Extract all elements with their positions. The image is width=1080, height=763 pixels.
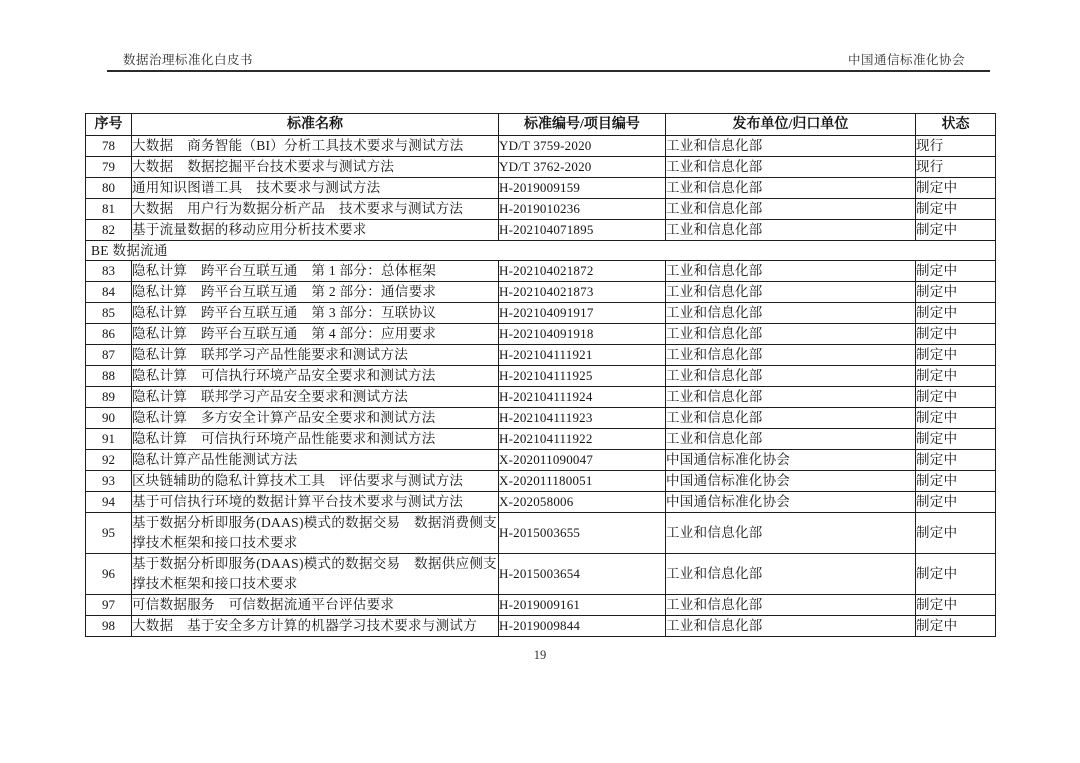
cell-serial-number: 97: [86, 595, 132, 616]
table-row: [86, 450, 996, 471]
cell-standard-code: H-202104071895: [499, 220, 666, 241]
cell-status: 制定中: [916, 429, 996, 450]
cell-serial-number: 86: [86, 324, 132, 345]
cell-standard-code: H-202104021873: [499, 282, 666, 303]
column-header-name: 标准名称: [132, 114, 499, 136]
table-row: [86, 595, 996, 616]
cell-status: 制定中: [916, 261, 996, 282]
table-row: [86, 366, 996, 387]
table-row: [86, 471, 996, 492]
cell-standard-code: H-2019009844: [499, 616, 666, 637]
table-row: [86, 199, 996, 220]
table-row: [86, 324, 996, 345]
cell-standard-name: 大数据 商务智能（BI）分析工具技术要求与测试方法: [132, 136, 499, 157]
cell-status: 制定中: [916, 199, 996, 220]
cell-standard-name: 隐私计算 跨平台互联互通 第 4 部分：应用要求: [132, 324, 499, 345]
standards-table: [85, 113, 996, 637]
cell-status: 制定中: [916, 282, 996, 303]
cell-issuing-org: 工业和信息化部: [666, 345, 916, 366]
table-row: [86, 616, 996, 637]
table-section-row: [86, 241, 996, 261]
table-row: [86, 303, 996, 324]
cell-standard-code: X-202011090047: [499, 450, 666, 471]
standards-table-container: [85, 113, 995, 637]
cell-standard-code: H-202104111924: [499, 387, 666, 408]
cell-status: 制定中: [916, 450, 996, 471]
column-header-status: 状态: [916, 114, 996, 136]
cell-standard-code: H-2019010236: [499, 199, 666, 220]
cell-status: 制定中: [916, 554, 996, 595]
header-right-title: 中国通信标准化协会: [847, 53, 965, 67]
cell-issuing-org: 工业和信息化部: [666, 429, 916, 450]
cell-issuing-org: 工业和信息化部: [666, 616, 916, 637]
cell-standard-name: 隐私计算 联邦学习产品安全要求和测试方法: [132, 387, 499, 408]
cell-issuing-org: 工业和信息化部: [666, 554, 916, 595]
cell-status: 制定中: [916, 366, 996, 387]
cell-issuing-org: 中国通信标准化协会: [666, 450, 916, 471]
cell-issuing-org: 工业和信息化部: [666, 178, 916, 199]
table-row: [86, 429, 996, 450]
cell-status: 制定中: [916, 303, 996, 324]
cell-issuing-org: 中国通信标准化协会: [666, 492, 916, 513]
cell-status: 制定中: [916, 345, 996, 366]
cell-serial-number: 94: [86, 492, 132, 513]
cell-issuing-org: 中国通信标准化协会: [666, 471, 916, 492]
section-label: BE 数据流通: [86, 241, 996, 261]
cell-serial-number: 96: [86, 554, 132, 595]
table-body: [86, 136, 996, 637]
cell-serial-number: 80: [86, 178, 132, 199]
table-row: [86, 513, 996, 554]
cell-standard-code: H-202104091918: [499, 324, 666, 345]
cell-status: 制定中: [916, 595, 996, 616]
cell-status: 制定中: [916, 220, 996, 241]
table-row: [86, 157, 996, 178]
cell-standard-name: 区块链辅助的隐私计算技术工具 评估要求与测试方法: [132, 471, 499, 492]
cell-serial-number: 84: [86, 282, 132, 303]
cell-serial-number: 93: [86, 471, 132, 492]
cell-standard-name: 隐私计算 跨平台互联互通 第 2 部分：通信要求: [132, 282, 499, 303]
table-row: [86, 261, 996, 282]
cell-status: 现行: [916, 157, 996, 178]
table-header-row: [86, 114, 996, 136]
column-header-code: 标准编号/项目编号: [499, 114, 666, 136]
cell-issuing-org: 工业和信息化部: [666, 387, 916, 408]
cell-issuing-org: 工业和信息化部: [666, 282, 916, 303]
cell-standard-code: H-202104111922: [499, 429, 666, 450]
page-number: 19: [533, 648, 547, 662]
table-row: [86, 220, 996, 241]
cell-standard-name: 大数据 用户行为数据分析产品 技术要求与测试方法: [132, 199, 499, 220]
cell-issuing-org: 工业和信息化部: [666, 261, 916, 282]
cell-standard-code: H-2015003655: [499, 513, 666, 554]
cell-status: 制定中: [916, 492, 996, 513]
cell-standard-name: 隐私计算 跨平台互联互通 第 1 部分：总体框架: [132, 261, 499, 282]
cell-standard-name: 基于可信执行环境的数据计算平台技术要求与测试方法: [132, 492, 499, 513]
cell-serial-number: 79: [86, 157, 132, 178]
table-row: [86, 554, 996, 595]
running-header: [123, 50, 965, 68]
column-header-no: 序号: [86, 114, 132, 136]
cell-standard-name: 大数据 数据挖掘平台技术要求与测试方法: [132, 157, 499, 178]
cell-serial-number: 89: [86, 387, 132, 408]
cell-standard-name: 隐私计算 可信执行环境产品性能要求和测试方法: [132, 429, 499, 450]
cell-standard-code: H-2015003654: [499, 554, 666, 595]
table-row: [86, 408, 996, 429]
cell-status: 制定中: [916, 324, 996, 345]
cell-standard-code: H-202104021872: [499, 261, 666, 282]
cell-standard-name: 可信数据服务 可信数据流通平台评估要求: [132, 595, 499, 616]
cell-serial-number: 81: [86, 199, 132, 220]
table-row: [86, 492, 996, 513]
cell-standard-name: 基于数据分析即服务(DAAS)模式的数据交易 数据供应侧支撑技术框架和接口技术要求: [132, 554, 499, 595]
table-row: [86, 178, 996, 199]
cell-issuing-org: 工业和信息化部: [666, 136, 916, 157]
cell-serial-number: 90: [86, 408, 132, 429]
cell-standard-code: H-202104111921: [499, 345, 666, 366]
cell-standard-code: X-202011180051: [499, 471, 666, 492]
cell-standard-name: 隐私计算 联邦学习产品性能要求和测试方法: [132, 345, 499, 366]
cell-standard-code: YD/T 3762-2020: [499, 157, 666, 178]
table-header: [86, 114, 996, 136]
header-rule: [107, 70, 990, 72]
cell-issuing-org: 工业和信息化部: [666, 324, 916, 345]
cell-serial-number: 98: [86, 616, 132, 637]
cell-standard-name: 隐私计算 多方安全计算产品安全要求和测试方法: [132, 408, 499, 429]
cell-serial-number: 91: [86, 429, 132, 450]
table-row: [86, 136, 996, 157]
cell-serial-number: 78: [86, 136, 132, 157]
cell-serial-number: 83: [86, 261, 132, 282]
cell-issuing-org: 工业和信息化部: [666, 303, 916, 324]
cell-standard-code: H-202104111925: [499, 366, 666, 387]
cell-standard-code: X-202058006: [499, 492, 666, 513]
cell-status: 现行: [916, 136, 996, 157]
cell-status: 制定中: [916, 408, 996, 429]
cell-issuing-org: 工业和信息化部: [666, 157, 916, 178]
cell-issuing-org: 工业和信息化部: [666, 595, 916, 616]
table-row: [86, 387, 996, 408]
table-row: [86, 282, 996, 303]
cell-serial-number: 92: [86, 450, 132, 471]
cell-status: 制定中: [916, 513, 996, 554]
cell-issuing-org: 工业和信息化部: [666, 199, 916, 220]
cell-standard-code: H-202104111923: [499, 408, 666, 429]
column-header-org: 发布单位/归口单位: [666, 114, 916, 136]
cell-standard-code: YD/T 3759-2020: [499, 136, 666, 157]
cell-status: 制定中: [916, 616, 996, 637]
cell-issuing-org: 工业和信息化部: [666, 220, 916, 241]
cell-standard-name: 隐私计算 可信执行环境产品安全要求和测试方法: [132, 366, 499, 387]
cell-standard-name: 大数据 基于安全多方计算的机器学习技术要求与测试方: [132, 616, 499, 637]
cell-standard-name: 隐私计算 跨平台互联互通 第 3 部分：互联协议: [132, 303, 499, 324]
cell-standard-code: H-202104091917: [499, 303, 666, 324]
cell-serial-number: 95: [86, 513, 132, 554]
header-left-title: 数据治理标准化白皮书: [123, 53, 254, 67]
cell-status: 制定中: [916, 178, 996, 199]
cell-serial-number: 85: [86, 303, 132, 324]
cell-standard-code: H-2019009161: [499, 595, 666, 616]
cell-standard-name: 基于数据分析即服务(DAAS)模式的数据交易 数据消费侧支撑技术框架和接口技术要求: [132, 513, 499, 554]
cell-status: 制定中: [916, 471, 996, 492]
cell-standard-name: 隐私计算产品性能测试方法: [132, 450, 499, 471]
cell-issuing-org: 工业和信息化部: [666, 513, 916, 554]
cell-serial-number: 87: [86, 345, 132, 366]
cell-issuing-org: 工业和信息化部: [666, 366, 916, 387]
cell-serial-number: 82: [86, 220, 132, 241]
cell-standard-name: 基于流量数据的移动应用分析技术要求: [132, 220, 499, 241]
cell-serial-number: 88: [86, 366, 132, 387]
cell-standard-name: 通用知识图谱工具 技术要求与测试方法: [132, 178, 499, 199]
cell-status: 制定中: [916, 387, 996, 408]
cell-issuing-org: 工业和信息化部: [666, 408, 916, 429]
cell-standard-code: H-2019009159: [499, 178, 666, 199]
table-row: [86, 345, 996, 366]
